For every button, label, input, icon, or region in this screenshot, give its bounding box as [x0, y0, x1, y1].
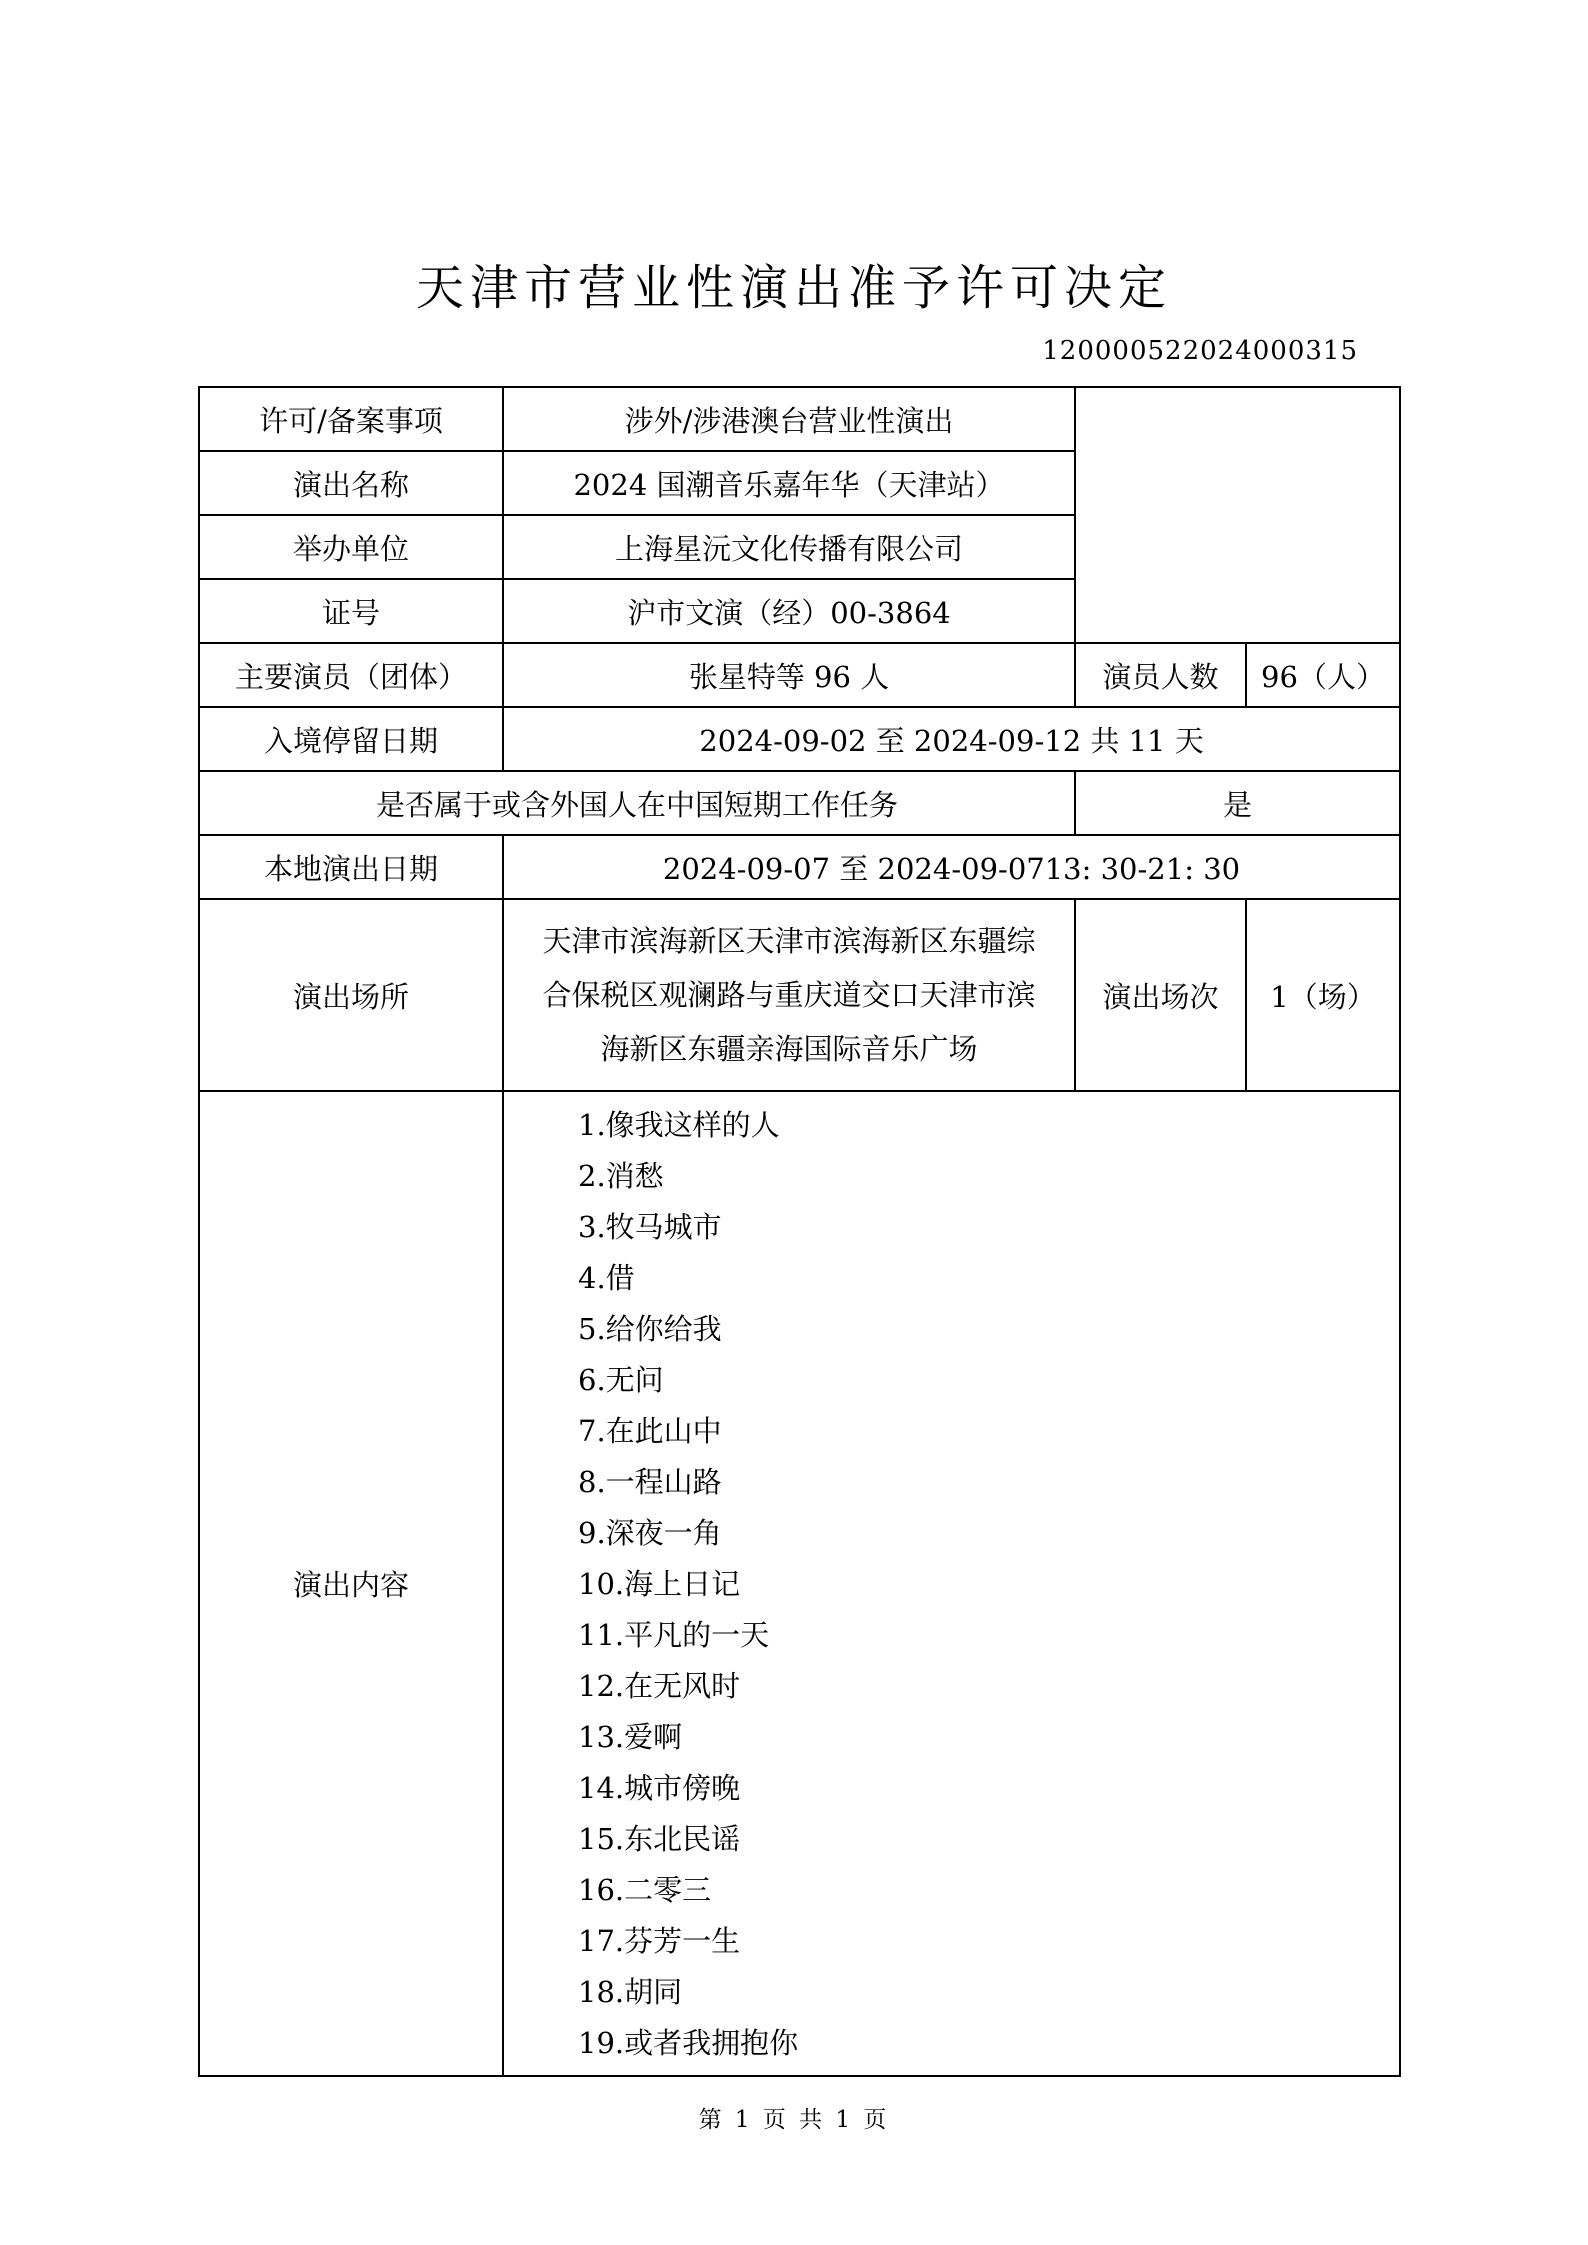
song-item: 9.深夜一角: [578, 1516, 722, 1550]
blank-cell: [1075, 387, 1400, 643]
show-name-label: 演出名称: [199, 451, 503, 515]
song-item: 15.东北民谣: [578, 1822, 741, 1856]
sessions-value: 1（场）: [1246, 899, 1400, 1091]
song-item: 1.像我这样的人: [578, 1108, 780, 1142]
permit-table: [198, 386, 1401, 2077]
document-title: 天津市营业性演出准予许可决定: [415, 260, 1172, 316]
organizer-label: 举办单位: [199, 515, 503, 579]
show-dates-value: 2024-09-07 至 2024-09-0713: 30-21: 30: [503, 835, 1400, 899]
sessions-label: 演出场次: [1075, 899, 1246, 1091]
song-item: 16.二零三: [578, 1873, 712, 1907]
stay-dates-label: 入境停留日期: [199, 707, 503, 771]
song-list: [504, 1100, 1399, 2069]
song-item: 8.一程山路: [578, 1465, 722, 1499]
venue-label: 演出场所: [199, 899, 503, 1091]
song-item: 4.借: [578, 1261, 635, 1295]
license-value: 沪市文演（经）00-3864: [503, 579, 1075, 643]
page-footer: 第 1 页 共 1 页: [698, 2107, 890, 2133]
song-item: 18.胡同: [578, 1975, 683, 2009]
show-name-value: 2024 国潮音乐嘉年华（天津站）: [503, 451, 1075, 515]
permit-item-value: 涉外/涉港澳台营业性演出: [503, 387, 1075, 451]
permit-item-label: 许可/备案事项: [199, 387, 503, 451]
song-item: 12.在无风时: [578, 1669, 741, 1703]
performers-label: 主要演员（团体）: [199, 643, 503, 707]
performers-value: 张星特等 96 人: [503, 643, 1075, 707]
song-item: 10.海上日记: [578, 1567, 741, 1601]
song-item: 7.在此山中: [578, 1414, 722, 1448]
performer-count-label: 演员人数: [1075, 643, 1246, 707]
song-item: 11.平凡的一天: [578, 1618, 770, 1652]
foreign-work-value: 是: [1075, 771, 1400, 835]
song-item: 13.爱啊: [578, 1720, 683, 1754]
song-item: 5.给你给我: [578, 1312, 722, 1346]
content-cell: [503, 1091, 1400, 2076]
song-item: 17.芬芳一生: [578, 1924, 741, 1958]
song-item: 19.或者我拥抱你: [578, 2026, 799, 2060]
song-item: 2.消愁: [578, 1159, 664, 1193]
organizer-value: 上海星沅文化传播有限公司: [503, 515, 1075, 579]
show-dates-label: 本地演出日期: [199, 835, 503, 899]
license-label: 证号: [199, 579, 503, 643]
song-item: 6.无问: [578, 1363, 664, 1397]
song-item: 14.城市傍晚: [578, 1771, 741, 1805]
document-number: 12000052202400​0315: [1042, 336, 1358, 366]
stay-dates-value: 2024-09-02 至 2024-09-12 共 11 天: [503, 707, 1400, 771]
venue-value: 天津市滨海新区天津市滨海新区东疆综合保税区观澜路与重庆道交口天津市滨海新区东疆亲海国际音乐广场: [503, 899, 1075, 1091]
content-label: 演出内容: [199, 1091, 503, 2076]
foreign-work-label: 是否属于或含外国人在中国短期工作任务: [199, 771, 1075, 835]
performer-count-value: 96（人）: [1246, 643, 1400, 707]
song-item: 3.牧马城市: [578, 1210, 722, 1244]
